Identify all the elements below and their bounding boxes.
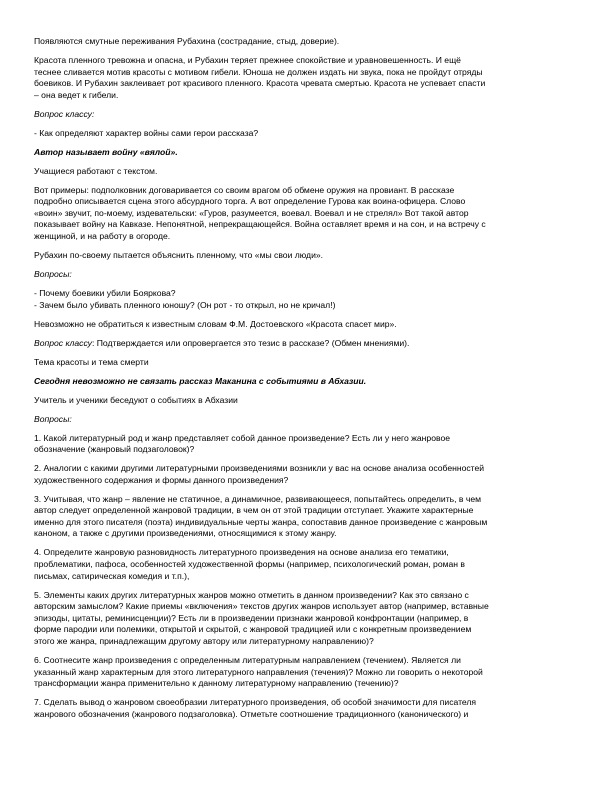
text-line: боевиков. И Рубахин заклеивает рот красивого пленного. Красота чревата смертью. Красота не успевает спасти xyxy=(34,78,486,89)
paragraph-teacher-discussion xyxy=(34,395,582,407)
text-line: показывает войну на Кавказе. Непонятной, непрекращающейся. Война оставляет время и на сон, и на встречу с xyxy=(34,219,486,230)
text-line: Сегодня невозможно не связать рассказ Маканина с событиями в Абхазии. xyxy=(34,375,367,386)
paragraph-dostoevsky xyxy=(34,319,582,331)
paragraph-examples xyxy=(34,185,582,243)
text-line: 2. Аналогии с какими другими литературными произведениями возникли у вас на основе анализа особенностей xyxy=(34,463,485,474)
numbered-question-6 xyxy=(34,655,582,690)
text-line: Автор называет войну «вялой». xyxy=(34,146,178,157)
text-line: 5. Элементы каких других литературных жанров можно отметить в данном произведении? Как это связано с xyxy=(34,589,469,600)
numbered-question-7 xyxy=(34,697,582,720)
text-line: трансформации жанра применительно к данному литературному направлению (течению)? xyxy=(34,678,399,689)
numbered-question-4 xyxy=(34,547,582,582)
paragraph-feelings xyxy=(34,36,582,48)
text-line: обозначение (жанровый подзаголовок)? xyxy=(34,444,195,455)
text-line: – она ведет к гибели. xyxy=(34,89,119,100)
text-line: 1. Какой литературный род и жанр представляет собой данное произведение? Есть ли у него жанровое xyxy=(34,432,451,443)
numbered-question-1 xyxy=(34,433,582,456)
abkhazia-statement xyxy=(34,376,582,388)
text-line: авторским замыслом? Какие приемы «включения» текстов других жанров использует автор (например, вставные xyxy=(34,601,489,612)
text-line: проблематики, пафоса, особенностей художественной формы (например, психологический роман, роман в xyxy=(34,559,465,570)
author-war-statement xyxy=(34,147,582,159)
text-line: Вопрос классу: xyxy=(34,108,95,119)
questions-heading-2 xyxy=(34,414,582,426)
questions-list xyxy=(34,288,582,311)
text-line: художественного содержания и формы данного произведения? xyxy=(34,474,289,485)
class-question-label: Вопрос классу xyxy=(34,337,92,348)
text-line: подробно описывается сцена этого абсурдного торга. А вот определение Гурова как воина-офицера. Слово xyxy=(34,196,466,207)
text-line: автор следует определенной жанровой традиции, в чем он от этой традиции отступает. Укажите характерные xyxy=(34,505,474,516)
numbered-question-5 xyxy=(34,590,582,648)
text-line: Появляются смутные переживания Рубахина (сострадание, стыд, доверие). xyxy=(34,36,340,46)
paragraph-beauty-danger xyxy=(34,55,582,101)
text-line: женщиной, и на работу в огороде. xyxy=(34,231,171,242)
numbered-question-2 xyxy=(34,463,582,486)
text-line: Невозможно не обратиться к известным словам Ф.М. Достоевского «Красота спасет мир». xyxy=(34,318,397,329)
text-line: Учащиеся работают с текстом. xyxy=(34,165,158,176)
paragraph-students-work xyxy=(34,166,582,178)
numbered-question-3 xyxy=(34,494,582,540)
text-line: Тема красоты и тема смерти xyxy=(34,356,149,367)
text-line: письмах, сатирическая комедия и т.п.), xyxy=(34,570,190,581)
questions-heading xyxy=(34,269,582,281)
class-question-heading xyxy=(34,109,582,121)
text-line: каноном, а также с другими произведениями, относящимися к этому жанру. xyxy=(34,528,337,539)
text-line: именно для этого писателя (поэта) индивидуальные черты жанра, сопоставив данное произведение с жанровым xyxy=(34,516,488,527)
text-line: 3. Учитывая, что жанр – явление не статичное, а динамичное, развивающееся, попытайтесь определить, в чем xyxy=(34,493,482,504)
text-line: 7. Сделать вывод о жанровом своеобразии литературного произведения, об особой значимости для писателя xyxy=(34,697,477,708)
text-line: этого же жанра, принадлежащим другому автору или литературному направлению)? xyxy=(34,635,374,646)
text-line: - Как определяют характер войны сами герои рассказа? xyxy=(34,127,259,138)
text-line: указанный жанр характерным для этого литературного направления (течения)? Можно ли говорить о некоторой xyxy=(34,666,483,677)
text-line: - Зачем было убивать пленного юношу? (Он рот - то открыл, но не кричал!) xyxy=(34,299,336,310)
paragraph-rubakhin xyxy=(34,250,582,262)
text-line: Вопросы: xyxy=(34,413,72,424)
text-line: Вопросы: xyxy=(34,269,72,280)
text-line: Рубахин по-своему пытается объяснить пленному, что «мы свои люди». xyxy=(34,250,324,261)
text-line: 6. Соотнесите жанр произведения с определенным литературным направлением (течением). Является ли xyxy=(34,654,461,665)
text-line: 4. Определите жанровую разновидность литературного произведения на основе анализа его тематики, xyxy=(34,547,449,558)
text-line xyxy=(34,338,582,350)
paragraph-class-question xyxy=(34,338,582,350)
class-question-text: : Подтверждается или опровергается это тезис в рассказе? (Обмен мнениями). xyxy=(91,337,410,348)
paragraph-theme xyxy=(34,357,582,369)
text-line: жанрового обозначения (жанрового подзаголовка). Отметьте соотношение традиционного (канонического) и xyxy=(34,708,469,719)
text-line: Учитель и ученики беседуют о событиях в Абхазии xyxy=(34,394,238,405)
text-line: эпизоды, цитаты, реминисценции)? Есть ли в произведении признаки жанровой конфронтации (например, в xyxy=(34,612,469,623)
text-line: Вот примеры: подполковник договаривается со своим врагом об обмене оружия на провиант. В рассказе xyxy=(34,184,455,195)
text-line: теснее сливается мотив красоты с мотивом гибели. Юноша не должен издать ни звука, пока не пройдут отряды xyxy=(34,66,483,77)
text-line: форме пародии или полемики, открытой и скрытой, с жанровой традицией или с конкретным произведением xyxy=(34,624,472,635)
question-war-character xyxy=(34,128,582,140)
text-line: Красота пленного тревожна и опасна, и Рубахин теряет прежнее спокойствие и уравновешенность. И ещё xyxy=(34,54,461,65)
text-line: - Почему боевики убили Бояркова? xyxy=(34,288,176,299)
text-line: «воин» звучит, по-моему, издевательски: «Гуров, разумеется, воевал. Воевал и не стрелял» Вот такой автор xyxy=(34,207,469,218)
document-page xyxy=(34,36,582,720)
